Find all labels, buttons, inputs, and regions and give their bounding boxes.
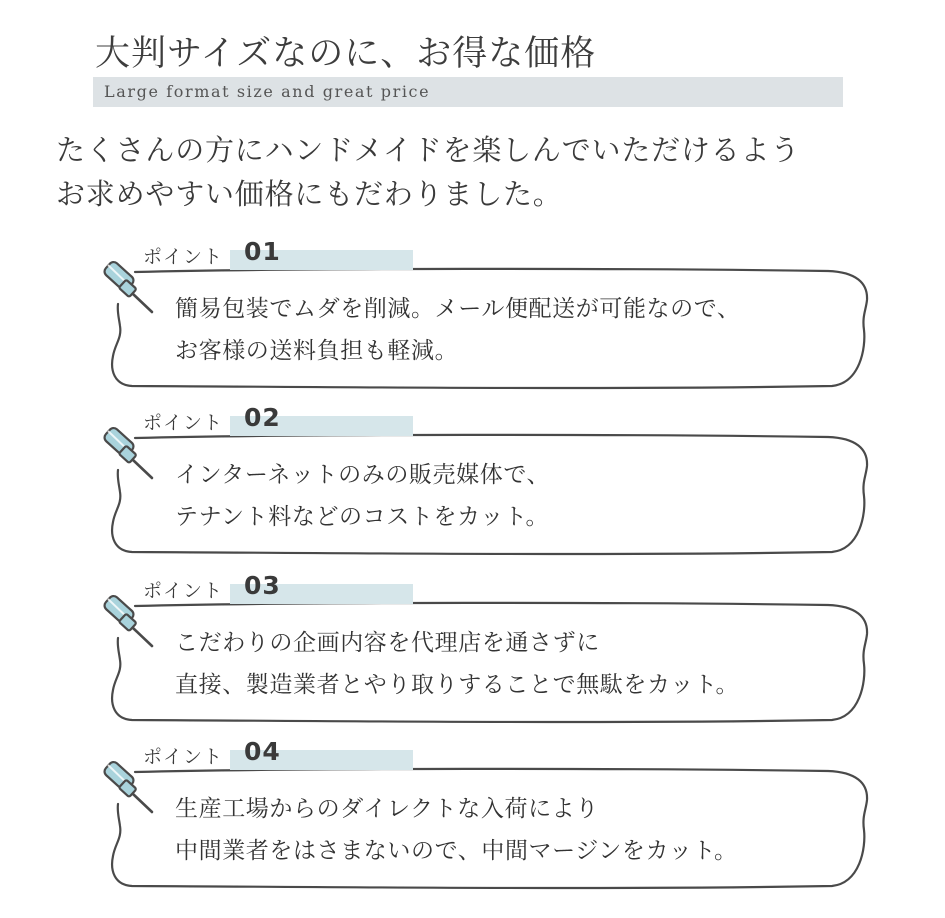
- point-line-1: こだわりの企画内容を代理店を通さずに: [175, 630, 600, 656]
- point-card-03: [0, 572, 945, 732]
- point-description: [175, 788, 738, 872]
- push-pin-icon: [96, 422, 160, 486]
- point-description: [175, 454, 550, 538]
- push-pin-icon: [96, 256, 160, 320]
- point-label: ポイント: [143, 580, 224, 602]
- point-description: [175, 622, 739, 706]
- point-card-01: [0, 238, 945, 398]
- point-line-1: 簡易包装でムダを削減。メール便配送が可能なので、: [175, 296, 741, 322]
- point-card-02: [0, 404, 945, 564]
- point-number: 02: [244, 403, 281, 432]
- point-card-04: [0, 738, 945, 898]
- point-line-1: インターネットのみの販売媒体で、: [175, 462, 551, 488]
- point-number: 03: [244, 571, 281, 600]
- page-subtitle: Large format size and great price: [104, 82, 431, 101]
- point-description: [175, 288, 740, 372]
- point-line-2: 直接、製造業者とやり取りすることで無駄をカット。: [175, 672, 740, 698]
- point-label: ポイント: [143, 746, 224, 768]
- point-number: 01: [244, 237, 281, 266]
- intro-line-2: お求めやすい価格にもだわりました。: [56, 177, 563, 211]
- intro-text: [56, 128, 800, 216]
- intro-line-1: たくさんの方にハンドメイドを楽しんでいただけるよう: [56, 133, 801, 167]
- point-line-2: テナント料などのコストをカット。: [175, 504, 550, 530]
- point-line-2: 中間業者をはさまないので、中間マージンをカット。: [175, 838, 738, 864]
- point-label: ポイント: [143, 412, 224, 434]
- push-pin-icon: [96, 756, 160, 820]
- point-line-2: お客様の送料負担も軽減。: [175, 338, 459, 364]
- push-pin-icon: [96, 590, 160, 654]
- point-label: ポイント: [143, 246, 224, 268]
- point-number: 04: [244, 737, 281, 766]
- page-title: 大判サイズなのに、お得な価格: [95, 34, 597, 74]
- point-line-1: 生産工場からのダイレクトな入荷により: [175, 796, 599, 822]
